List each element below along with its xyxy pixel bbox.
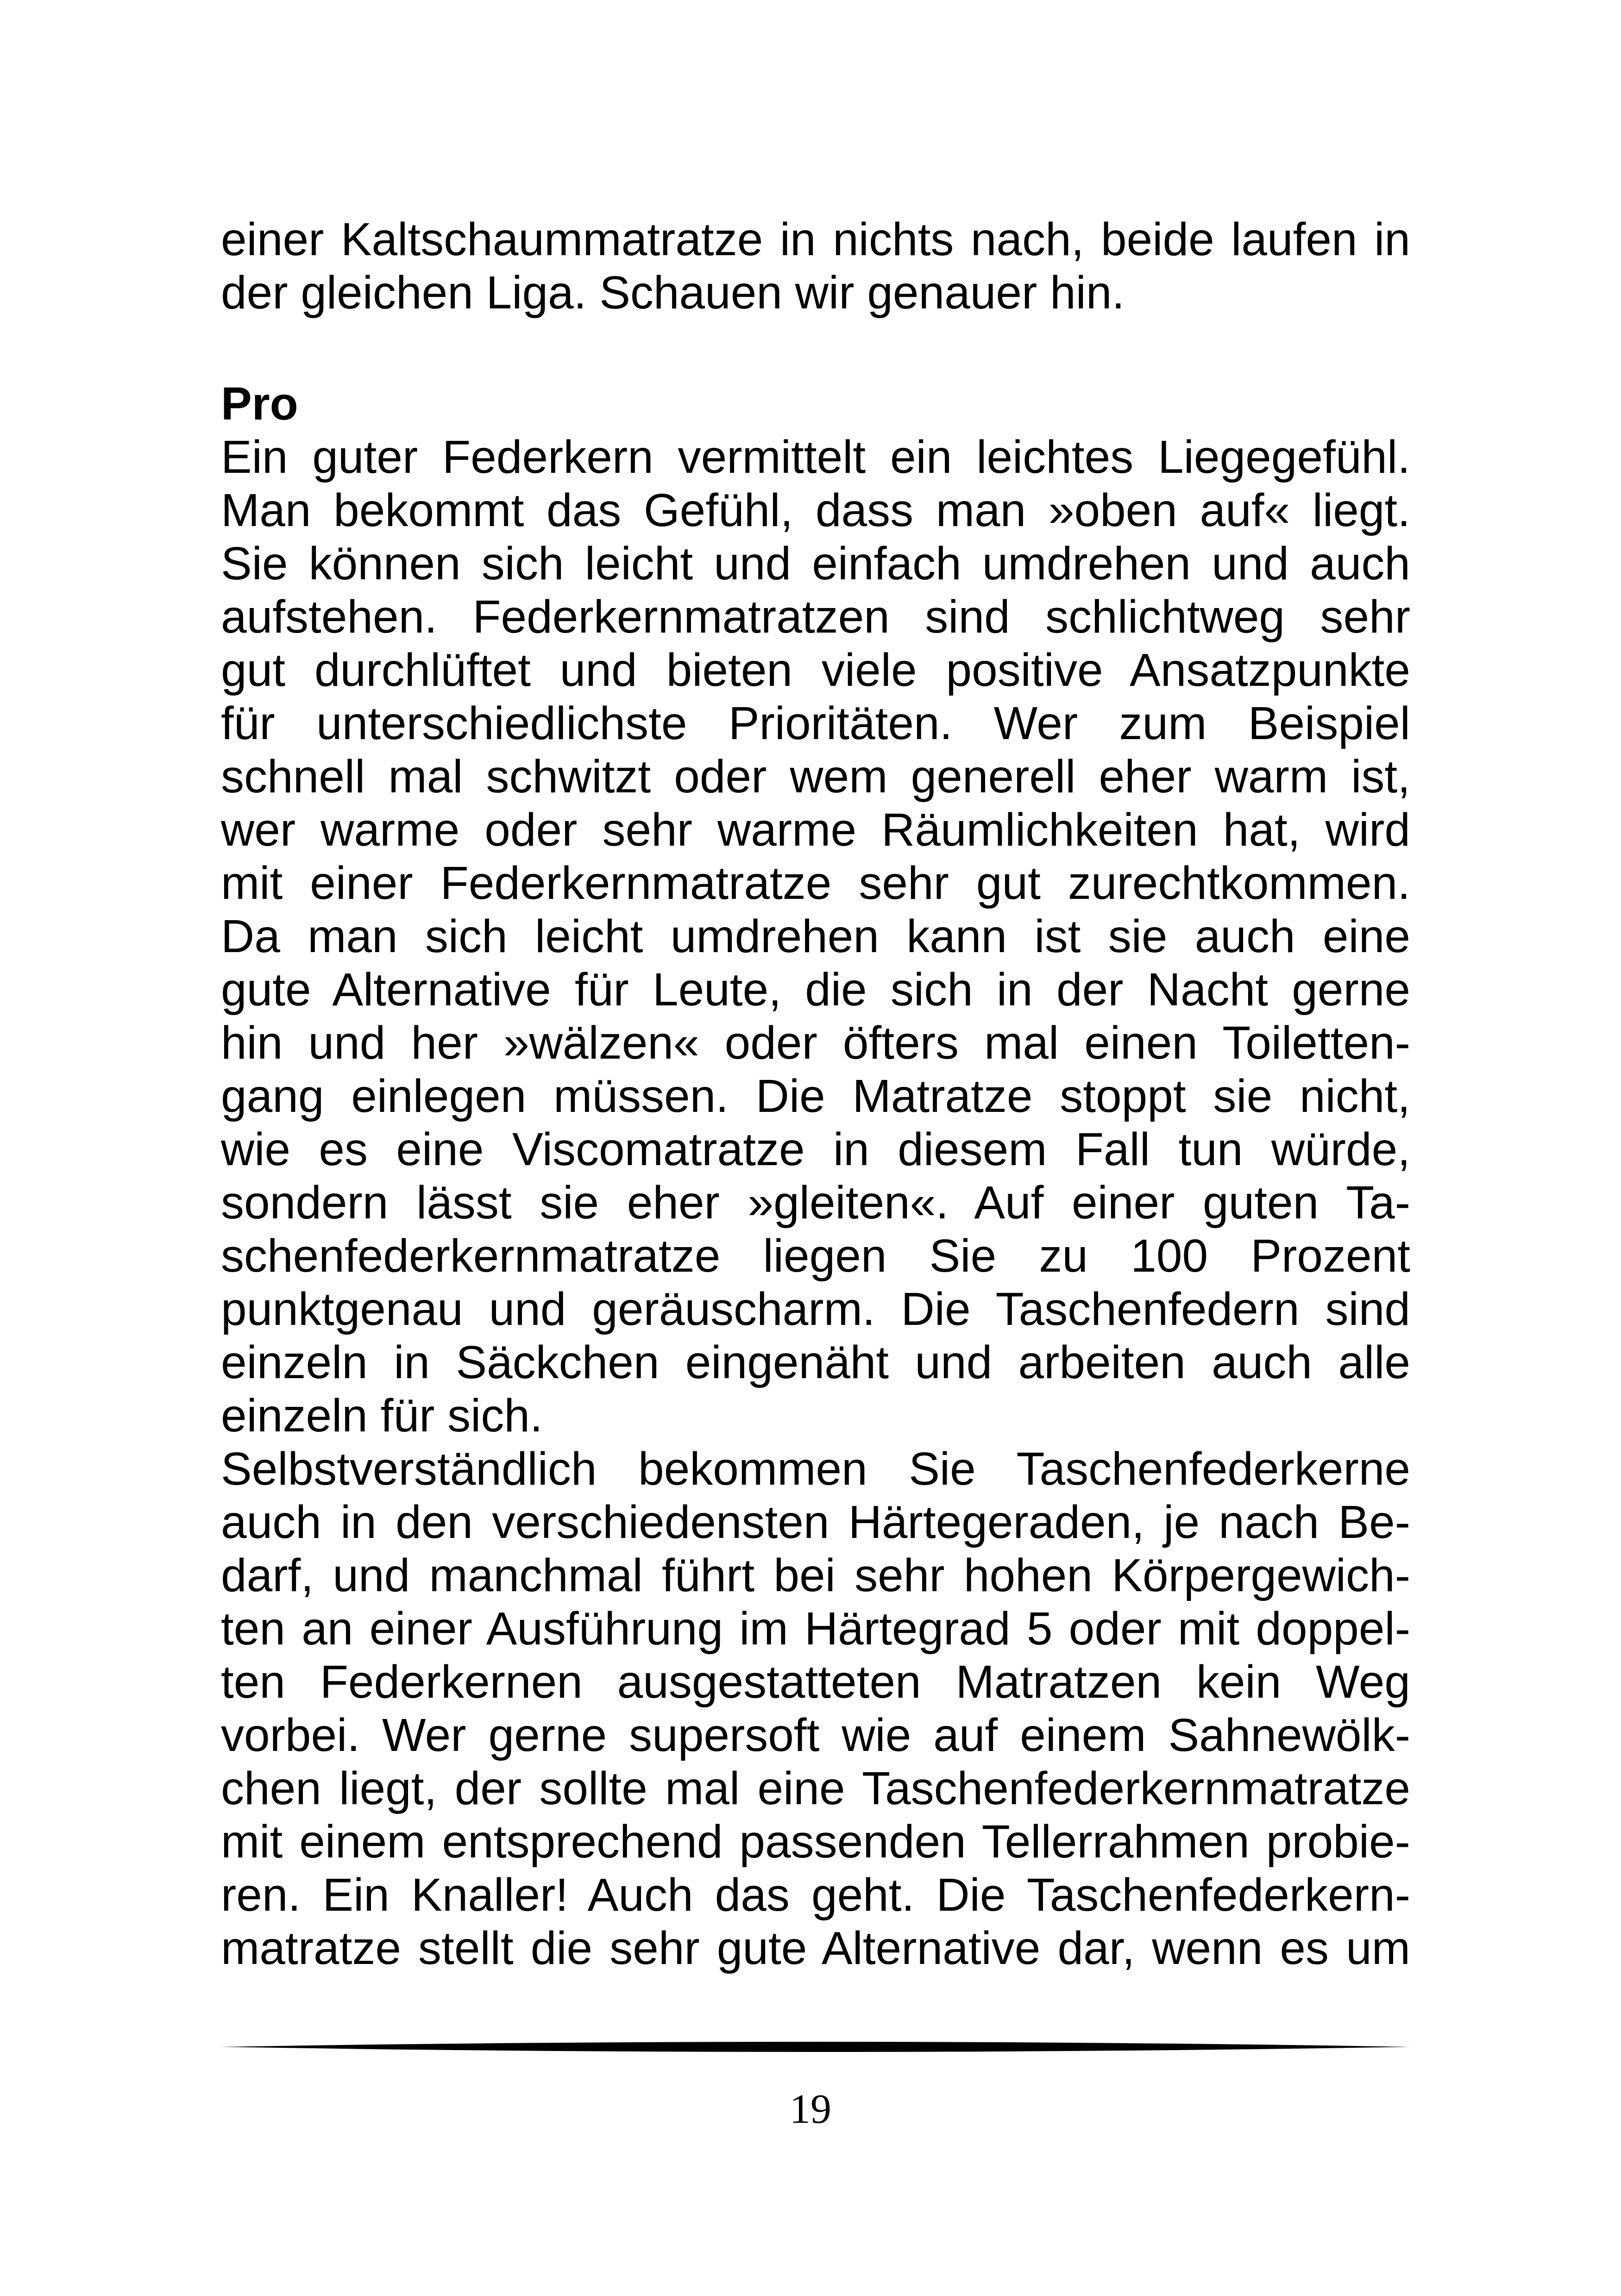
text-line: ten Federkernen ausgestatteten Matratzen kein Weg: [221, 1656, 1410, 1708]
text-line: Sie können sich leicht und einfach umdrehen und auch: [221, 538, 1410, 590]
text-line: chen liegt, der sollte mal eine Taschenfederkernmatratze: [221, 1763, 1410, 1814]
text-line: gang einlegen müssen. Die Matratze stoppt sie nicht,: [221, 1070, 1410, 1122]
footer-rule: [221, 2038, 1410, 2056]
text-line: Ein guter Federkern vermittelt ein leichtes Liegegefühl.: [221, 431, 1410, 483]
text-line: schnell mal schwitzt oder wem generell eher warm ist,: [221, 751, 1410, 803]
text-line: einzeln für sich.: [221, 1390, 543, 1442]
text-line: einzeln in Säckchen eingenäht und arbeiten auch alle: [221, 1336, 1410, 1388]
pro-section: [221, 377, 1410, 1975]
text-line: mit einer Federkernmatratze sehr gut zurechtkommen.: [221, 857, 1410, 909]
text-line: aufstehen. Federkernmatratzen sind schlichtweg sehr: [221, 591, 1410, 643]
text-line: einer Kaltschaummatratze in nichts nach, beide laufen in: [221, 213, 1410, 265]
text-line: schenfederkernmatratze liegen Sie zu 100 Prozent: [221, 1230, 1410, 1282]
text-line: ren. Ein Knaller! Auch das geht. Die Taschenfederkern-: [221, 1869, 1410, 1921]
text-line: auch in den verschiedensten Härtegeraden, je nach Be-: [221, 1496, 1410, 1548]
text-line: ten an einer Ausführung im Härtegrad 5 oder mit doppel-: [221, 1603, 1410, 1655]
text-line: Da man sich leicht umdrehen kann ist sie auch eine: [221, 910, 1410, 962]
text-line: vorbei. Wer gerne supersoft wie auf einem Sahnewölk-: [221, 1709, 1410, 1761]
text-line: darf, und manchmal führt bei sehr hohen Körpergewich-: [221, 1549, 1410, 1601]
text-line: punktgenau und geräuscharm. Die Taschenfedern sind: [221, 1283, 1410, 1335]
text-line: Selbstverständlich bekommen Sie Taschenfederkerne: [221, 1443, 1410, 1495]
text-line: matratze stellt die sehr gute Alternative dar, wenn es um: [221, 1922, 1410, 1974]
text-line: gute Alternative für Leute, die sich in der Nacht gerne: [221, 964, 1410, 1016]
text-line: hin und her »wälzen« oder öfters mal einen Toiletten-: [221, 1017, 1410, 1069]
page-number: 19: [790, 2086, 831, 2132]
text-line: wie es eine Viscomatratze in diesem Fall tun würde,: [221, 1123, 1410, 1175]
text-line: mit einem entsprechend passenden Tellerrahmen probie-: [221, 1816, 1410, 1868]
text-line: sondern lässt sie eher »gleiten«. Auf einer guten Ta-: [221, 1177, 1410, 1229]
section-heading: Pro: [221, 378, 298, 430]
text-line: der gleichen Liga. Schauen wir genauer hin.: [221, 267, 1125, 319]
text-line: Man bekommt das Gefühl, dass man »oben auf« liegt.: [221, 484, 1410, 536]
text-line: wer warme oder sehr warme Räumlichkeiten hat, wird: [221, 804, 1410, 856]
intro-paragraph: [221, 213, 1410, 320]
text-line: gut durchlüftet und bieten viele positive Ansatzpunkte: [221, 644, 1410, 696]
text-line: für unterschiedlichste Prioritäten. Wer zum Beispiel: [221, 697, 1410, 749]
